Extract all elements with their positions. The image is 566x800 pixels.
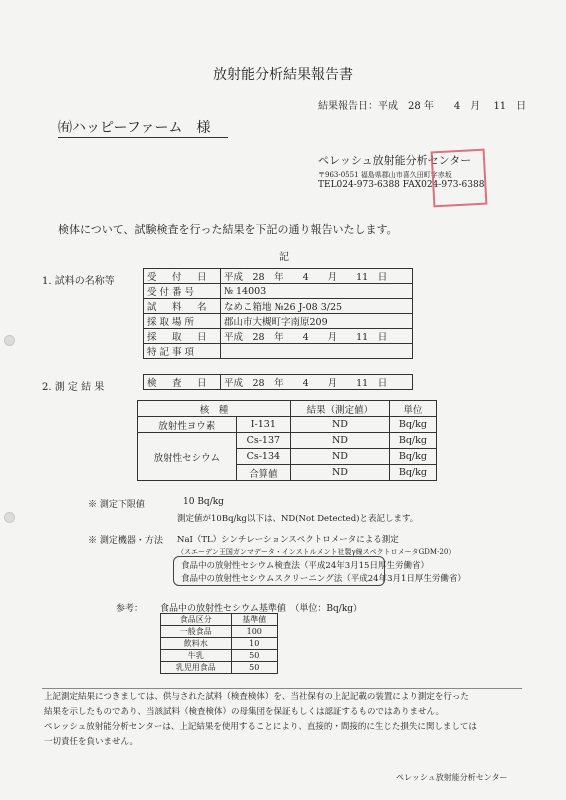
header-nuclide: 核 種 bbox=[138, 401, 291, 417]
category: 乳児用食品 bbox=[161, 662, 232, 674]
issuer-address: 〒963-0551 福島県郡山市喜久田町字赤坂 bbox=[318, 171, 452, 179]
group-cesium: 放射性セシウム bbox=[138, 433, 237, 481]
table-row bbox=[144, 314, 413, 329]
disclaimer-line: 一切責任を負いません。 bbox=[44, 737, 139, 747]
table-header-row bbox=[161, 614, 278, 626]
limit-label: ※ 測定下限値 bbox=[88, 500, 145, 510]
row-value bbox=[221, 344, 413, 359]
row-value: 郡山市大槻町字南原209 bbox=[221, 314, 413, 329]
row-label: 受付番号 bbox=[144, 284, 221, 299]
punch-hole bbox=[4, 512, 15, 523]
inspection-date-value: 平成 28 年 4 月 11 日 bbox=[221, 375, 413, 390]
result: ND bbox=[291, 433, 390, 449]
row-value: 平成 28 年 4 月 11 日 bbox=[221, 269, 413, 284]
nuclide: Cs-137 bbox=[236, 433, 290, 449]
method-line: 食品中の放射性セシウム検査法（平成24年3月15日厚生労働省） bbox=[181, 561, 429, 571]
category: 一般食品 bbox=[161, 626, 232, 638]
company-seal-stamp bbox=[431, 149, 488, 208]
row-label: 特記事項 bbox=[144, 344, 221, 359]
limit-note: 測定値が10Bq/kg以下は、ND(Not Detected)と表記します。 bbox=[177, 514, 419, 524]
group-iodine: 放射性ヨウ素 bbox=[138, 417, 237, 433]
limit-value: 100 bbox=[231, 626, 278, 638]
table-header-row bbox=[138, 401, 437, 417]
nuclide: Cs-134 bbox=[236, 449, 290, 465]
row-value: なめこ箱地 №26 J-08 3/25 bbox=[221, 299, 413, 314]
result: ND bbox=[291, 449, 390, 465]
table-row bbox=[161, 662, 278, 674]
reference-table bbox=[160, 613, 278, 674]
row-label: 採 取 日 bbox=[144, 329, 221, 344]
intro-text: 検体について、試験検査を行った結果を下記の通り報告いたします。 bbox=[58, 223, 398, 236]
disclaimer-line: 上記測定結果につきましては、供与された試料（検査検体）を、当社保有の上記記載の装置により測定を行った bbox=[44, 692, 469, 702]
table-row bbox=[144, 329, 413, 344]
issuer-name: ペレッシュ放射能分析センター bbox=[318, 154, 472, 167]
header-limit: 基準値 bbox=[231, 614, 278, 626]
reference-title: 食品中の放射性セシウム基準値 （単位：Bq/kg） bbox=[160, 604, 363, 614]
table-row bbox=[161, 650, 278, 662]
disclaimer-line: 結果を示したものであり、当該試料（検査検体）の母集団を保証もしくは認証するものではありません。 bbox=[44, 707, 445, 717]
table-row bbox=[161, 626, 278, 638]
sample-info-table bbox=[143, 268, 413, 359]
report-date bbox=[318, 97, 526, 112]
result: ND bbox=[291, 465, 390, 481]
section1-label: 1. 試料の名称等 bbox=[42, 276, 115, 287]
table-row bbox=[138, 433, 437, 449]
footer-issuer: ペレッシュ放射能分析センター bbox=[396, 773, 508, 782]
category: 飲料水 bbox=[161, 638, 232, 650]
results-table bbox=[137, 400, 437, 481]
table-row bbox=[138, 417, 437, 433]
recipient: ㈲ハッピーファーム 様 bbox=[58, 117, 228, 138]
row-value: № 14003 bbox=[221, 284, 413, 299]
row-label: 採取場所 bbox=[144, 314, 221, 329]
nuclide: I-131 bbox=[236, 417, 290, 433]
table-row bbox=[161, 638, 278, 650]
unit: Bq/kg bbox=[389, 417, 436, 433]
header-category: 食品区分 bbox=[161, 614, 232, 626]
row-label: 受 付 日 bbox=[144, 269, 221, 284]
limit-value: 10 bbox=[231, 638, 278, 650]
unit: Bq/kg bbox=[389, 433, 436, 449]
document-title: 放射能分析結果報告書 bbox=[213, 67, 353, 83]
disclaimer-line: ペレッシュ放射能分析センターは、上記結果を使用することにより、直接的・間接的に生じた損失に関しましては bbox=[44, 722, 477, 732]
table-row bbox=[144, 344, 413, 359]
divider bbox=[42, 688, 522, 689]
table-row bbox=[144, 269, 413, 284]
table-row bbox=[144, 284, 413, 299]
inspection-date-table bbox=[143, 374, 413, 390]
report-date-label: 結果報告日： bbox=[318, 101, 378, 112]
reference-label: 参考： bbox=[116, 604, 144, 614]
issuer-contact: TEL024-973-6388 FAX024-973-6388 bbox=[318, 180, 485, 190]
unit: Bq/kg bbox=[389, 449, 436, 465]
row-label: 試 料 名 bbox=[144, 299, 221, 314]
section2-label: 2. 測 定 結 果 bbox=[42, 382, 105, 393]
report-date-value: 平成 28 年 4 月 11 日 bbox=[378, 101, 527, 112]
punch-hole bbox=[4, 335, 15, 346]
header-unit: 単位 bbox=[389, 401, 436, 417]
method-line: NaI（TL）シンチレーションスペクトロメータによる測定 bbox=[177, 535, 399, 545]
inspection-date-label: 検 査 日 bbox=[144, 375, 221, 390]
table-row bbox=[144, 299, 413, 314]
limit-value: 50 bbox=[231, 650, 278, 662]
limit-value: 50 bbox=[231, 662, 278, 674]
header-result: 結果（測定値） bbox=[291, 401, 390, 417]
row-value: 平成 28 年 4 月 11 日 bbox=[221, 329, 413, 344]
table-row bbox=[144, 375, 413, 390]
ki-mark: 記 bbox=[279, 252, 289, 263]
unit: Bq/kg bbox=[389, 465, 436, 481]
method-label: ※ 測定機器・方法 bbox=[88, 536, 163, 546]
result: ND bbox=[291, 417, 390, 433]
method-line: 食品中の放射性セシウムスクリーニング法（平成24年3月1日厚生労働省） bbox=[181, 574, 466, 584]
limit-value: 10 Bq/kg bbox=[183, 497, 224, 507]
method-line: （スエーデン王国ガンマデータ・インストルメント社製γ線スペクトロメータGDM-20） bbox=[177, 548, 456, 556]
nuclide: 合算値 bbox=[236, 465, 290, 481]
category: 牛乳 bbox=[161, 650, 232, 662]
